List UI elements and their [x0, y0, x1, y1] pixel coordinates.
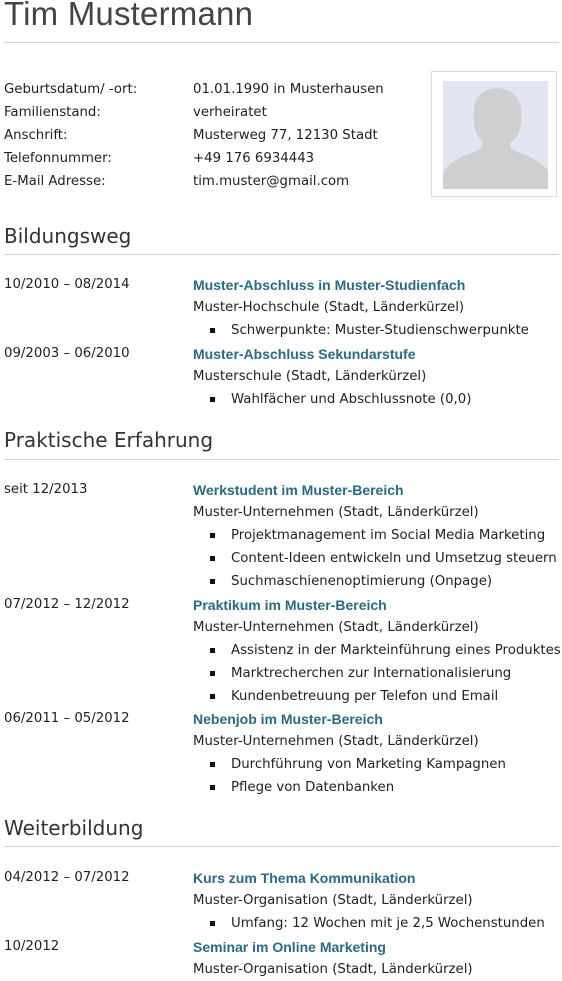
entry-title: Seminar im Online Marketing [193, 939, 386, 955]
personal-value: +49 176 6934443 [193, 151, 315, 166]
personal-label: Familienstand: [4, 105, 101, 120]
entry-title: Kurs zum Thema Kommunikation [193, 870, 416, 886]
bullet-text: Pflege von Datenbanken [231, 780, 395, 795]
cv-name: Tim Mustermann [4, 0, 254, 32]
entry-title: Nebenjob im Muster-Bereich [193, 711, 383, 727]
square-bullet-icon [210, 671, 215, 676]
section-heading: Praktische Erfahrung [4, 428, 214, 452]
entry-institution: Muster-Unternehmen (Stadt, Länderkürzel) [193, 620, 479, 635]
entry-institution: Muster-Unternehmen (Stadt, Länderkürzel) [193, 505, 479, 520]
section-divider [4, 254, 559, 255]
profile-photo [431, 71, 557, 197]
bullet-text: Kundenbetreuung per Telefon und Email [231, 689, 499, 704]
square-bullet-icon [210, 579, 215, 584]
personal-label: E-Mail Adresse: [4, 174, 106, 189]
entry-date: 07/2012 – 12/2012 [4, 597, 130, 612]
entry-institution: Muster-Organisation (Stadt, Länderkürzel) [193, 893, 473, 908]
entry-date: 10/2010 – 08/2014 [4, 277, 130, 292]
square-bullet-icon [210, 328, 215, 333]
section-divider [4, 459, 559, 460]
entry-title: Praktikum im Muster-Bereich [193, 597, 387, 613]
bullet-text: Suchmaschienenoptimierung (Onpage) [231, 574, 493, 589]
entry-date: 10/2012 [4, 939, 60, 954]
section-heading: Bildungsweg [4, 224, 132, 248]
entry-date: seit 12/2013 [4, 482, 88, 497]
personal-value: Musterweg 77, 12130 Stadt [193, 128, 378, 143]
entry-date: 06/2011 – 05/2012 [4, 711, 130, 726]
square-bullet-icon [210, 648, 215, 653]
section-divider [4, 846, 559, 847]
entry-title: Werkstudent im Muster-Bereich [193, 482, 404, 498]
square-bullet-icon [210, 533, 215, 538]
entry-institution: Muster-Unternehmen (Stadt, Länderkürzel) [193, 734, 479, 749]
personal-label: Telefonnummer: [4, 151, 112, 166]
bullet-text: Content-Ideen entwickeln und Umsetzug steuern [231, 551, 557, 566]
entry-institution: Muster-Hochschule (Stadt, Länderkürzel) [193, 300, 465, 315]
entry-date: 04/2012 – 07/2012 [4, 870, 130, 885]
square-bullet-icon [210, 397, 215, 402]
bullet-text: Schwerpunkte: Muster-Studienschwerpunkte [231, 323, 529, 338]
personal-label: Anschrift: [4, 128, 68, 143]
personal-value: 01.01.1990 in Musterhausen [193, 82, 384, 97]
section-heading: Weiterbildung [4, 816, 144, 840]
entry-date: 09/2003 – 06/2010 [4, 346, 130, 361]
square-bullet-icon [210, 694, 215, 699]
header-divider [4, 42, 559, 43]
square-bullet-icon [210, 785, 215, 790]
square-bullet-icon [210, 762, 215, 767]
bullet-text: Marktrecherchen zur Internationalisierung [231, 666, 512, 681]
personal-value: verheiratet [193, 105, 267, 120]
person-silhouette-icon [443, 81, 548, 189]
entry-title: Muster-Abschluss Sekundarstufe [193, 346, 416, 362]
square-bullet-icon [210, 921, 215, 926]
entry-institution: Muster-Organisation (Stadt, Länderkürzel) [193, 962, 473, 977]
bullet-text: Durchführung von Marketing Kampagnen [231, 757, 506, 772]
bullet-text: Assistenz in der Markteinführung eines Produktes [231, 643, 561, 658]
bullet-text: Wahlfächer und Abschlussnote (0,0) [231, 392, 472, 407]
bullet-text: Projektmanagement im Social Media Marketing [231, 528, 546, 543]
entry-title: Muster-Abschluss in Muster-Studienfach [193, 277, 466, 293]
personal-value: tim.muster@gmail.com [193, 174, 350, 189]
entry-institution: Musterschule (Stadt, Länderkürzel) [193, 369, 427, 384]
bullet-text: Umfang: 12 Wochen mit je 2,5 Wochenstunden [231, 916, 545, 931]
square-bullet-icon [210, 556, 215, 561]
personal-label: Geburtsdatum/ -ort: [4, 82, 138, 97]
